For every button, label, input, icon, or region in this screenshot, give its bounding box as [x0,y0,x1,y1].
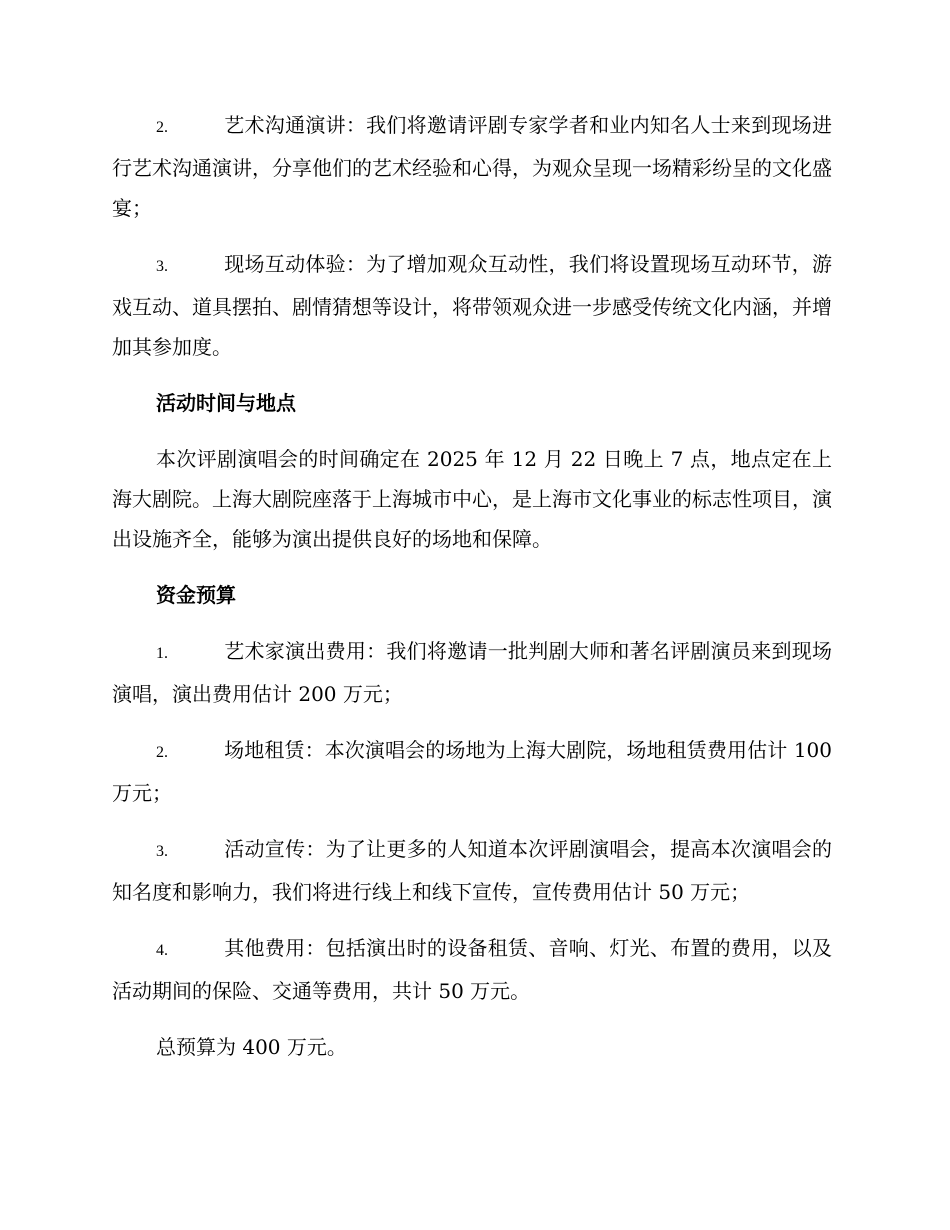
list-number: 1. [156,645,168,662]
time-place-paragraph: 本次评剧演唱会的时间确定在 2025 年 12 月 22 日晚上 7 点，地点定在上海大剧院。上海大剧院座落于上海城市中心，是上海市文化事业的标志性项目，演出设施齐全，能够为演出提供良好的场地和保障。 [112,447,832,551]
list-item [112,829,832,912]
list-item [112,105,832,228]
list-text: 场地租赁：本次演唱会的场地为上海大剧院，场地租赁费用估计 100 万元； [112,738,832,805]
document-page [112,105,832,1083]
list-number: 3. [156,258,168,275]
list-text: 艺术家演出费用：我们将邀请一批判剧大师和著名评剧演员来到现场演唱，演出费用估计 200 万元； [112,639,832,706]
list-text: 艺术沟通演讲：我们将邀请评剧专家学者和业内知名人士来到现场进行艺术沟通演讲，分享他们的艺术经验和心得，为观众呈现一场精彩纷呈的文化盛宴； [112,113,832,220]
list-number: 3. [156,843,168,860]
list-item [112,244,832,367]
list-text: 其他费用：包括演出时的设备租赁、音响、灯光、布置的费用，以及活动期间的保险、交通等费用，共计 50 万元。 [112,936,832,1003]
list-text: 活动宣传：为了让更多的人知道本次评剧演唱会，提高本次演唱会的知名度和影响力，我们将进行线上和线下宣传，宣传费用估计 50 万元； [112,837,832,904]
list-number: 2. [156,744,168,761]
section-heading-time-place: 活动时间与地点 [156,391,296,415]
list-text: 现场互动体验：为了增加观众互动性，我们将设置现场互动环节，游戏互动、道具摆拍、剧情猜想等设计，将带领观众进一步感受传统文化内涵，并增加其参加度。 [112,252,832,359]
list-item [112,928,832,1011]
section-heading-budget: 资金预算 [156,583,236,607]
list-number: 2. [156,119,168,136]
budget-total: 总预算为 400 万元。 [156,1035,347,1059]
list-number: 4. [156,942,168,959]
list-item [112,631,832,714]
list-item [112,730,832,813]
